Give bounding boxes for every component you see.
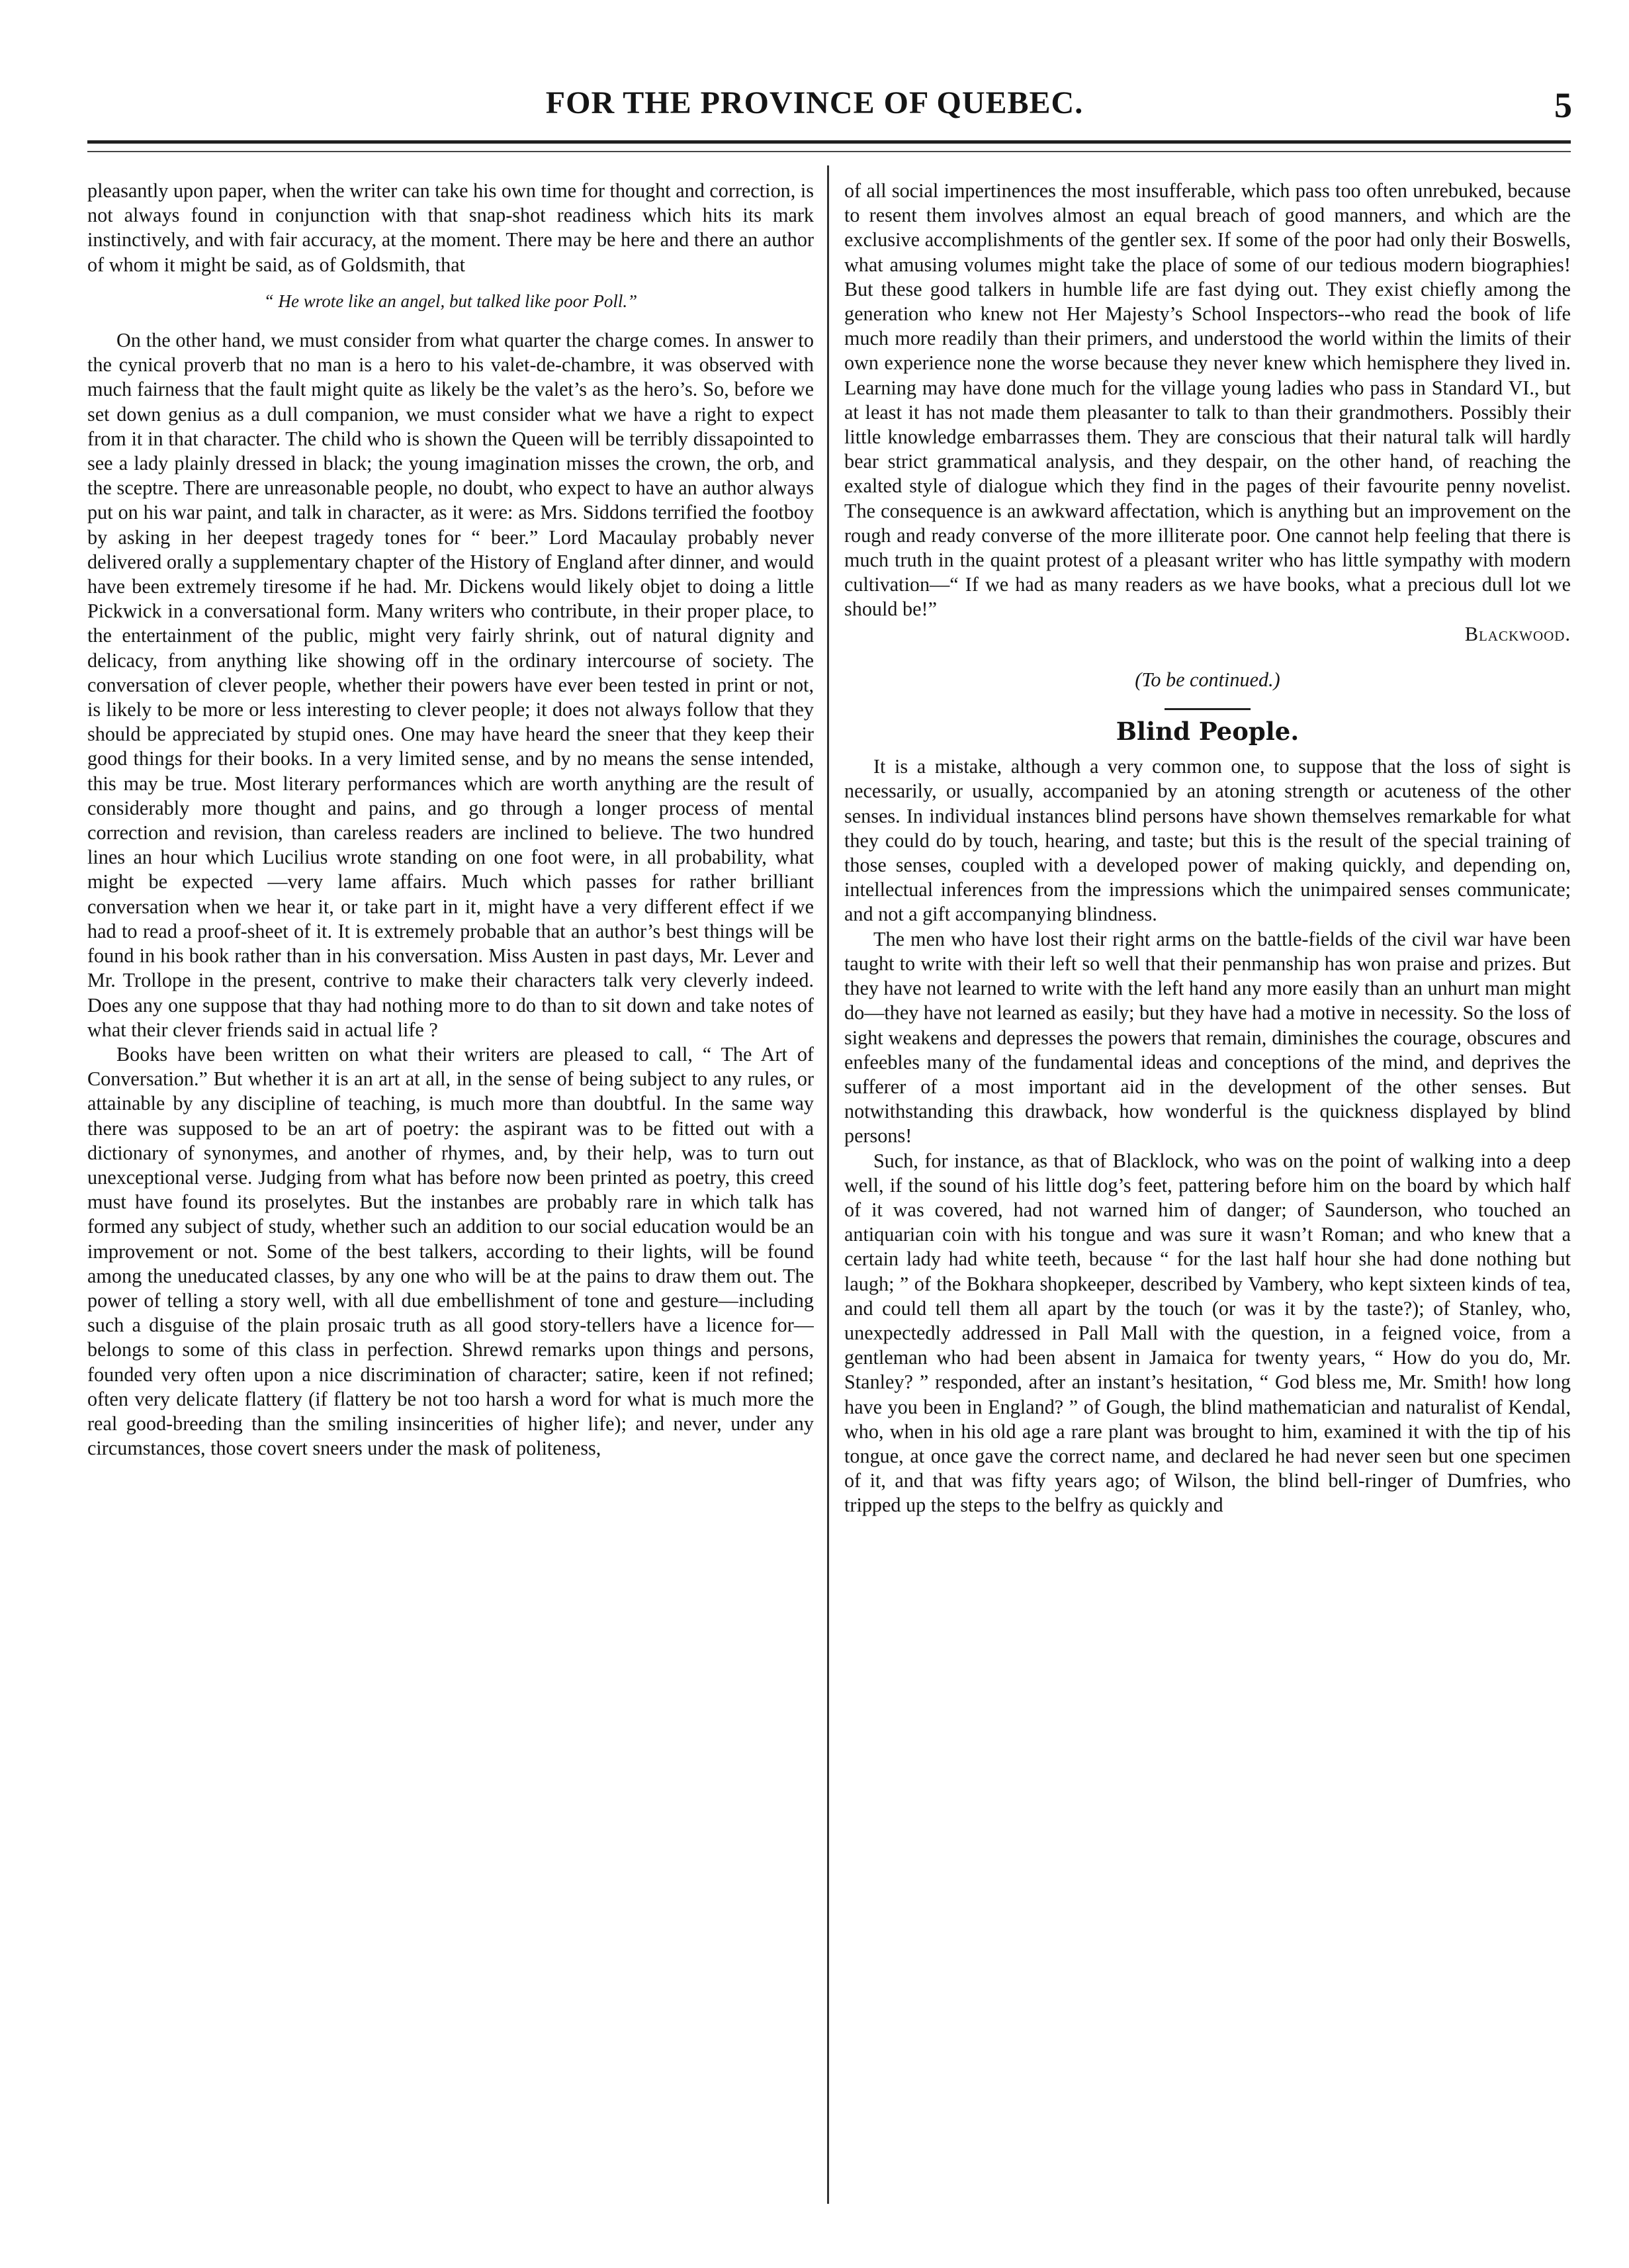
header-rule-thin [87,151,1571,152]
column-divider [827,165,829,2204]
goldsmith-quote: “ He wrote like an angel, but talked like poor Poll.” [263,291,638,311]
running-head [0,85,1629,131]
right-paragraph-4: Such, for instance, as that of Blacklock, who was on the point of walking into a deep well, if the sound of his little dog’s feet, pattering before him on the board by which half of it was covered, had not warned him of danger; of Saunderson, who touched an antiquarian coin with his tongue and was sure it wasn’t Roman; and who knew that a certain lady had white teeth, because “ for the last half hour she had done nothing but laugh; ” of the Bokhara shopkeeper, described by Vambery, who kept sixteen kinds of tea, and could tell them all apart by the touch (or was it by the taste?); of Stanley, who, unexpectedly addressed in Pall Mall with the question, in a feigned voice, from a gentleman who had been absent in Jamaica for twenty years, “ How do you do, Mr. Stanley? ” responded, after an instant’s hesitation, “ God bless me, Mr. Smith! how long have you been in England? ” of Gough, the blind mathematician and naturalist of Kendal, who, when in his old age a rare plant was brought to him, examined it with the tip of his tongue, at once gave the correct name, and declared he had never seen but one specimen of it, and that was fifty years ago; of Wilson, the blind bell-ringer of Dumfries, who tripped up the steps to the belfry as quickly and [844,1149,1571,1517]
right-column [844,179,1571,2217]
left-paragraph-3: Books have been written on what their writers are pleased to call, “ The Art of Conversation.” But whether it is an art at all, in the sense of being subject to any rules, or attainable by any discipline of teaching, is much more than doubtful. In the same way there was supposed to be an art of poetry: the aspirant was to be fitted out with a dictionary of synonymes, and another of rhymes, and, by their help, was to turn out unexceptional verse. Judging from what has before now been printed as poetry, this creed must have found its proselytes. But the instanbes are probably rare in which talk has formed any subject of study, whether such an addition to our social education would be an improvement or not. Some of the best talkers, according to their lights, will be found among the uneducated classes, by any one who will be at the pains to draw them out. The power of telling a story well, with all due embellishment of tone and gesture—including such a disguise of the plain prosaic truth as all good story-tellers have a licence for—belongs to some of this class in perfection. Shrewd remarks upon things and persons, founded very often upon a nice discrimination of character; satire, keen if not refined; often very delicate flattery (if flattery be not too harsh a word for what is much more the real good-breeding than the smiling insincerities of higher life); and never, under any circumstances, those covert sneers under the mask of politeness, [87,1042,814,1460]
right-paragraph-1: of all social impertinences the most insufferable, which pass too often unrebuked, because to resent them involves almost an equal breach of good manners, and which are the exclusive accomplishments of the gentler sex. If some of the poor had only their Boswells, what amusing volumes might take the place of some of our tedious modern biographies! But these good talkers in humble life are fast dying out. They exist chiefly among the generation who knew not Her Majesty’s School Inspectors--who read the book of life much more readily than their primers, and understood the world within the limits of their own experience none the worse because they never knew which hemisphere they lived in. Learning may have done much for the village young ladies who pass in Standard VI., but at least it has not made them pleasanter to talk to than their grandmothers. Possibly their little knowledge embarrasses them. They are conscious that their natural talk will hardly bear strict grammatical analysis, and they despair, on the other hand, of reaching the exalted style of dialogue which they find in the pages of their favourite penny novelist. The consequence is an awkward affectation, which is anything but an improvement on the rough and ready converse of the more illiterate poor. One cannot help feeling that there is much truth in the quaint protest of a pleasant writer who has little sympathy with modern cultivation—“ If we had as many readers as we have books, what a precious dull lot we should be!” [844,179,1571,621]
left-paragraph-2: On the other hand, we must consider from what quarter the charge comes. In answer to the cynical proverb that no man is a hero to his valet-de-chambre, it was observed with much fairness that the fault might quite as likely be the valet’s as the hero’s. So, before we set down genius as a dull companion, we must consider what we have a right to expect from it in that character. The child who is shown the Queen will be terribly dissapointed to see a lady plainly dressed in black; the young imagination misses the crown, the orb, and the sceptre. There are unreasonable people, no doubt, who expect to have an author always put on his war paint, and talk in character, as it were: as Mrs. Siddons terrified the footboy by asking in her deepest tragedy tones for “ beer.” Lord Macaulay probably never delivered orally a supplementary chapter of the History of England after dinner, and would have been extremely tiresome if he had. Mr. Dickens would likely objet to doing a little Pickwick in a conversational form. Many writers who contribute, in their proper place, to the entertainment of the public, might very fairly shrink, out of natural dignity and delicacy, from anything like showing off in the ordinary intercourse of society. The conversation of clever people, whether their powers have ever been tested in print or not, is likely to be more or less interesting to clever people; it does not always follow that they should be appreciated by stupid ones. One may have heard the sneer that they keep their good things for their books. In a very limited sense, and by no means the sense intended, this may be true. Most literary performances which are worth anything are the result of considerably more thought and pains, and go through a longer process of mental correction and revision, than careless readers are inclined to believe. The two hundred lines an hour which Lucilius wrote standing on one foot were, in all probability, what might be expected —very lame affairs. Much which passes for rather brilliant conversation when we hear it, or take part in it, might have a very different effect if we had to read a proof-sheet of it. It is extremely probable that an author’s best things will be found in his book rather than in his conversation. Miss Austen in past days, Mr. Lever and Mr. Trollope in the present, contrive to make their characters talk very cleverly indeed. Does any one suppose that thay had nothing more to do than to sit down and take notes of what their clever friends said in actual life ? [87,329,814,1041]
right-paragraph-2: It is a mistake, although a very common one, to suppose that the loss of sight is necessarily, or usually, accompanied by an atoning strength or acuteness of the other senses. In individual instances blind persons have shown themselves remarkable for what they could do by touch, hearing, and taste; but this is the result of the special training of those senses, coupled with a developed power of making quickly, and depending on, intellectual inferences from the impressions which the unimpaired senses communicate; and not a gift accompanying blindness. [844,755,1571,926]
running-title: FOR THE PROVINCE OF QUEBEC. [545,85,1084,120]
header-rule-thick [87,140,1571,144]
continued-note: (To be continued.) [1135,668,1280,691]
left-column [87,179,814,2217]
section-rule [1165,708,1251,710]
left-paragraph-1: pleasantly upon paper, when the writer can take his own time for thought and correction, is not always found in conjunction with that snap-shot readiness which hits its mark instinctively, and with fair accuracy, at the moment. There may be here and there an author of whom it might be said, as of Goldsmith, that [87,179,814,276]
page-number: 5 [1554,85,1572,125]
source-signature: Blackwood. [1464,622,1571,645]
section-title: Blind People. [1116,717,1299,747]
right-paragraph-3: The men who have lost their right arms on the battle-fields of the civil war have been taught to write with their left so well that their penmanship has won praise and prizes. But they have not learned to write with the left hand any more easily than an unhurt man might do—they have not learned as easily; but they have had a motive in necessity. So the loss of sight weakens and depresses the powers that remain, diminishes the courage, obscures and enfeebles many of the fundamental ideas and conceptions of the mind, and deprives the sufferer of a most important aid in the development of the other senses. But notwithstanding this drawback, how wonderful is the quickness displayed by blind persons! [844,927,1571,1148]
